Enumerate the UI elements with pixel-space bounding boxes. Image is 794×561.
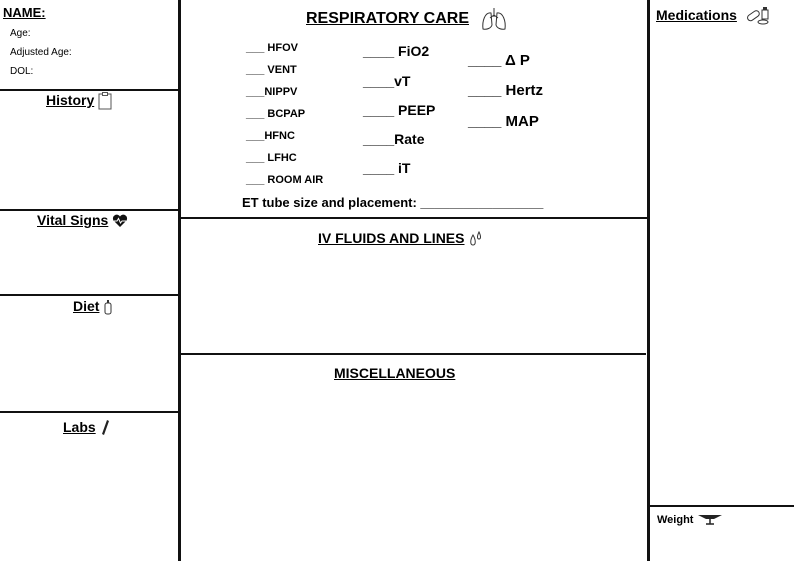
history-heading	[46, 92, 112, 110]
test-tube-icon	[100, 419, 110, 437]
medications-title: Medications	[656, 7, 737, 23]
mode-vent: ___ VENT	[246, 64, 297, 76]
iv-title: IV FLUIDS AND LINES	[318, 230, 465, 246]
respiratory-title: RESPIRATORY CARE	[306, 10, 469, 28]
divider	[0, 209, 179, 211]
setting-map: ____ MAP	[468, 113, 539, 130]
mode-nippv: ___NIPPV	[246, 86, 298, 98]
baby-bottle-icon	[103, 299, 113, 315]
age-label: Age:	[10, 28, 31, 39]
labs-heading	[63, 419, 110, 437]
mode-hfnc: ___HFNC	[246, 130, 295, 142]
vital-signs-title: Vital Signs	[37, 212, 109, 228]
vital-signs-heading	[37, 212, 128, 228]
setting-fio2: ____ FiO2	[363, 43, 430, 59]
iv-heading	[318, 230, 484, 247]
divider	[178, 0, 181, 561]
droplets-icon	[468, 231, 484, 247]
misc-title: MISCELLANEOUS	[334, 365, 456, 381]
dol-label: DOL:	[10, 66, 34, 77]
weight-label: Weight	[657, 514, 694, 526]
setting-delta-p: ____ Δ P	[468, 52, 530, 69]
setting-rate: ____Rate	[363, 131, 425, 147]
divider	[647, 0, 650, 561]
pills-icon	[745, 7, 771, 25]
divider	[648, 505, 794, 507]
labs-title: Labs	[63, 419, 96, 435]
setting-it: ____ iT	[363, 160, 411, 176]
weight-heading	[657, 514, 723, 526]
scale-icon	[697, 514, 723, 526]
name-label: NAME:	[3, 5, 46, 20]
respiratory-heading	[306, 7, 507, 31]
clipboard-icon	[98, 92, 112, 110]
setting-hertz: ____ Hertz	[468, 82, 544, 99]
diet-title: Diet	[73, 298, 100, 314]
setting-vt: ____vT	[363, 73, 411, 89]
divider	[179, 353, 646, 355]
lungs-icon	[481, 7, 507, 31]
heart-pulse-icon	[112, 214, 128, 228]
divider	[0, 89, 179, 91]
diet-heading	[73, 298, 113, 315]
mode-bcpap: ___ BCPAP	[246, 108, 306, 120]
et-tube-field: ET tube size and placement: _________________	[242, 195, 544, 210]
mode-room-air: ___ ROOM AIR	[246, 174, 324, 186]
setting-peep: ____ PEEP	[363, 102, 436, 118]
medications-heading	[656, 7, 771, 25]
mode-hfov: ___ HFOV	[246, 42, 298, 54]
mode-lfhc: ___ LFHC	[246, 152, 297, 164]
adjusted-age-label: Adjusted Age:	[10, 47, 72, 58]
divider	[179, 217, 649, 219]
history-title: History	[46, 92, 95, 108]
divider	[0, 411, 179, 413]
divider	[0, 294, 179, 296]
